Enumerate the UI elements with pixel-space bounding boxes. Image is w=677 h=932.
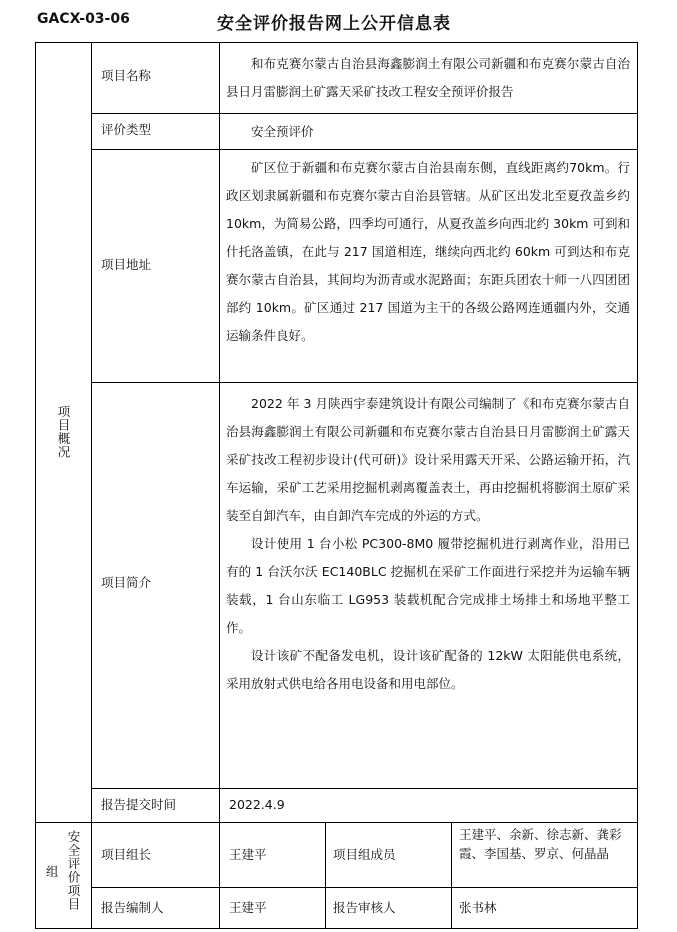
project-intro-label: 项目简介 [101, 575, 152, 590]
members-label: 项目组成员 [333, 847, 396, 862]
table-border-top [35, 42, 638, 43]
team-section-label: 安全评价项目 [66, 830, 81, 911]
table-border-bottom [35, 928, 638, 929]
submission-date-value: 2022.4.9 [229, 797, 285, 812]
reviewer-label: 报告审核人 [333, 900, 396, 915]
section-divider [35, 822, 638, 823]
project-name-value [226, 50, 630, 106]
editor-label: 报告编制人 [101, 900, 164, 915]
members-value: 王建平、余新、徐志新、龚彩霞、李国基、罗京、何晶晶 [459, 827, 622, 861]
project-intro-paragraph-1: 2022 年 3 月陕西宇泰建筑设计有限公司编制了《和布克赛尔蒙古自治县海鑫膨润土有限公司新疆和布克赛尔蒙古自治县日月雷膨润土矿露天采矿技改工程初步设计(代可研)》设计采用露天开采、公路运输开拓，汽车运输，采矿工艺采用挖掘机剥离覆盖表土，再由挖掘机将膨润土原矿采装至自卸汽车，由自卸汽车完成的外运的方式。 [226, 396, 630, 523]
row-divider [91, 149, 638, 150]
leader-value: 王建平 [229, 847, 267, 862]
col-divider [219, 42, 220, 929]
row-divider [91, 788, 638, 789]
evaluation-type-value [226, 118, 630, 146]
col-divider [325, 822, 326, 929]
document-title: 安全评价报告网上公开信息表 [217, 14, 451, 34]
table-border-left [35, 42, 36, 929]
row-divider [91, 113, 638, 114]
table-border-right [637, 42, 638, 929]
editor-value: 王建平 [229, 900, 267, 915]
reviewer-value: 张书林 [459, 900, 497, 915]
col-divider [451, 822, 452, 929]
project-address-text: 矿区位于新疆和布克赛尔蒙古自治县南东侧，直线距离约70km。行政区划隶属新疆和布克赛尔蒙古自治县管辖。从矿区出发北至夏孜盖乡约 10km，为简易公路，四季均可通行，从夏孜盖乡向西北约 30km 可到和什托洛盖镇，在此与 217 国道相连，继续向西北约 60km 可到达和布克赛尔蒙古自治县，其间均为沥青或水泥路面；东距兵团农十师一八四团团部约 10km。矿区通过 217 国道为主干的各级公路网连通疆内外，交通运输条件良好。 [226, 160, 630, 343]
team-section-label-tail: 组 [46, 864, 59, 879]
project-intro-paragraph-3: 设计该矿不配备发电机，设计该矿配备的 12kW 太阳能供电系统，采用放射式供电给各用电设备和用电部位。 [226, 648, 630, 691]
project-intro-paragraph-2: 设计使用 1 台小松 PC300-8M0 履带挖掘机进行剥离作业，沿用已有的 1 台沃尔沃 EC140BLC 挖掘机在采矿工作面进行采挖并为运输车辆装载，1 台山东临工 LG953 装载机配合完成排土场排土和场地平整工作。 [226, 536, 630, 635]
submission-date-label: 报告提交时间 [101, 797, 177, 812]
evaluation-type-label: 评价类型 [101, 122, 152, 137]
project-name-text: 和布克赛尔蒙古自治县海鑫膨润土有限公司新疆和布克赛尔蒙古自治县日月雷膨润土矿露天采矿技改工程安全预评价报告 [226, 56, 630, 99]
row-divider [91, 382, 638, 383]
project-address-label: 项目地址 [101, 257, 152, 272]
project-intro-value [226, 390, 630, 698]
overview-section-label: 项目概况 [56, 405, 71, 459]
project-name-label: 项目名称 [101, 68, 152, 83]
project-address-value [226, 154, 630, 350]
col-divider [91, 42, 92, 929]
leader-label: 项目组长 [101, 847, 152, 862]
document-code: GACX-03-06 [37, 11, 130, 27]
row-divider [91, 887, 638, 888]
evaluation-type-text: 安全预评价 [251, 124, 314, 139]
